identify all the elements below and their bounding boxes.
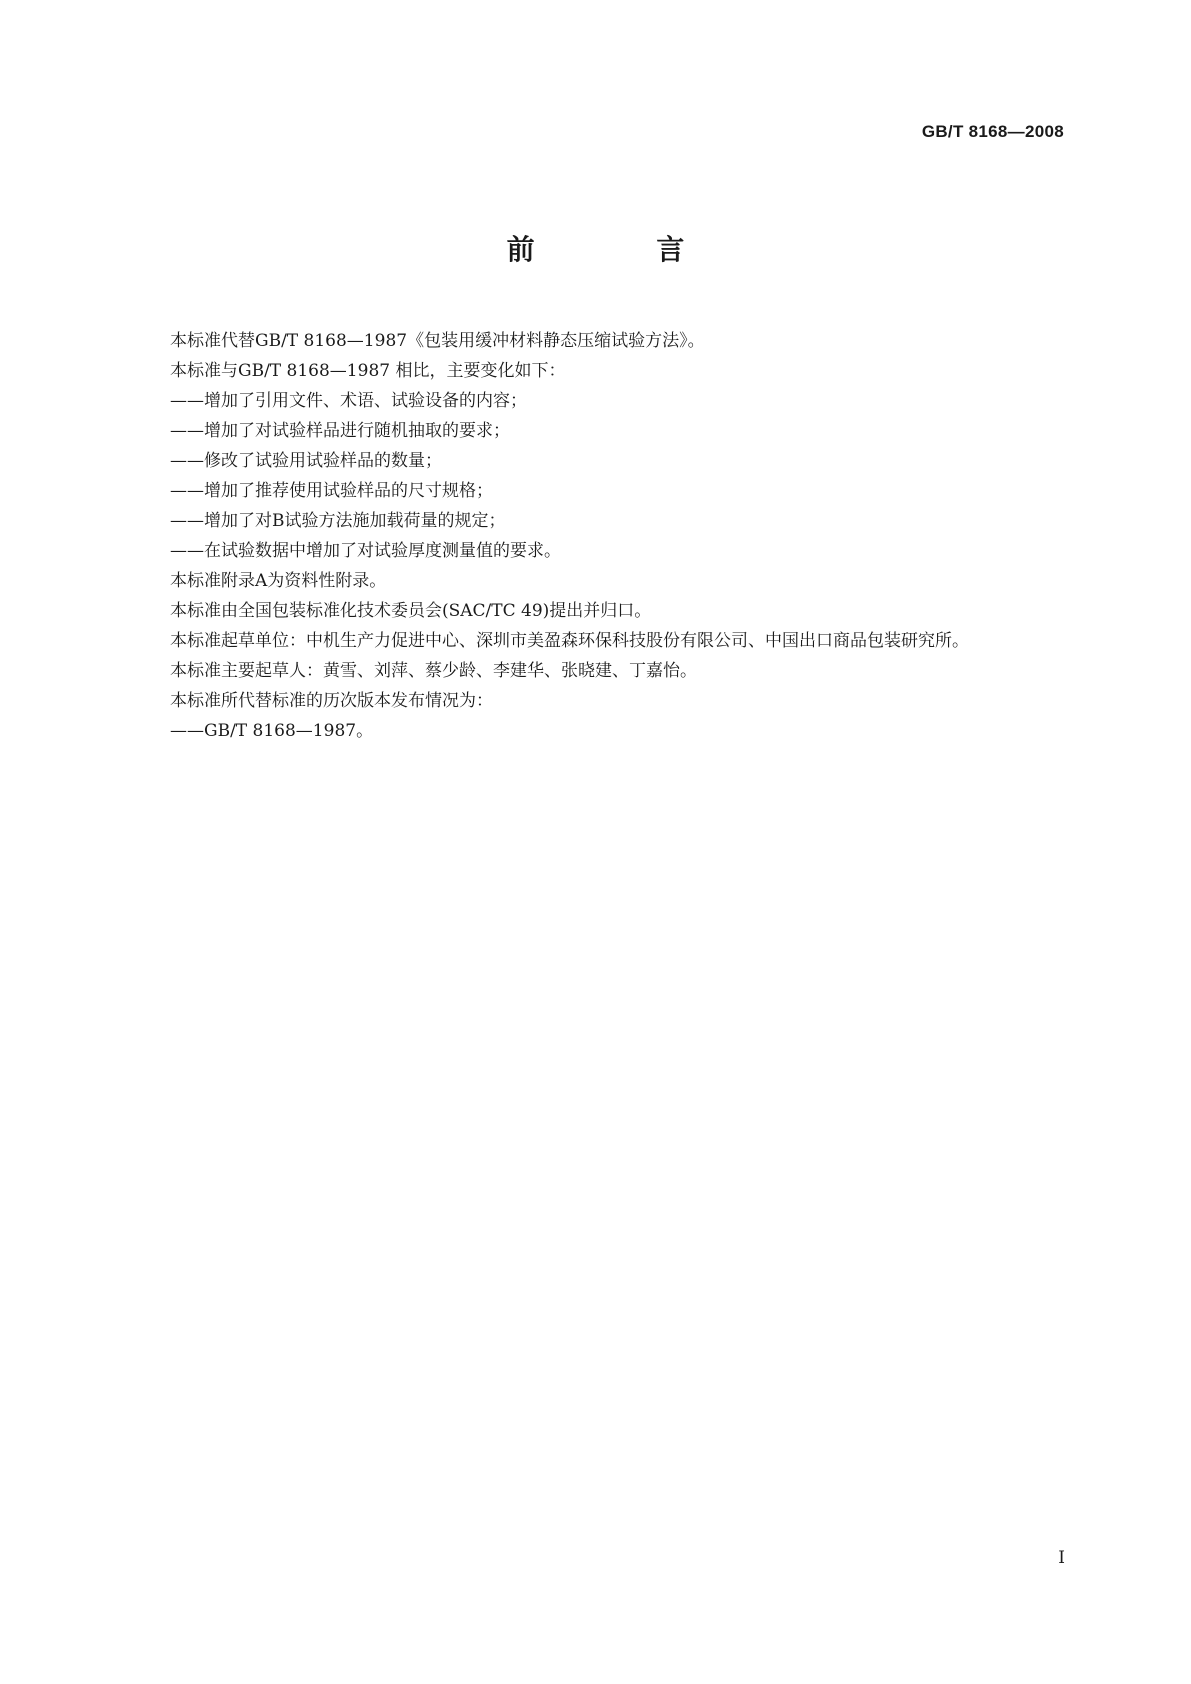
change-item: ——增加了引用文件、术语、试验设备的内容； — [170, 391, 527, 411]
history-item: ——GB/T 8168—1987。 — [170, 721, 374, 741]
foreword-body — [136, 326, 1068, 746]
standard-code-header: GB/T 8168—2008 — [921, 122, 1064, 141]
page-number: I — [1058, 1548, 1065, 1568]
paragraph-drafting-units: 本标准起草单位：中机生产力促进中心、深圳市美盈森环保科技股份有限公司、中国出口商品包装研究所。 — [170, 631, 969, 651]
paragraph-main-changes: 本标准与GB/T 8168—1987 相比，主要变化如下： — [170, 361, 566, 381]
paragraph-proposed-by: 本标准由全国包装标准化技术委员会(SAC/TC 49)提出并归口。 — [170, 601, 652, 621]
paragraph-drafters: 本标准主要起草人：黄雪、刘萍、蔡少龄、李建华、张晓建、丁嘉怡。 — [170, 661, 697, 681]
paragraph-replaces: 本标准代替GB/T 8168—1987《包装用缓冲材料静态压缩试验方法》。 — [170, 331, 705, 351]
change-item: ——增加了推荐使用试验样品的尺寸规格； — [170, 481, 493, 501]
page-title: 前 言 — [506, 233, 741, 266]
change-item: ——增加了对B试验方法施加载荷量的规定； — [170, 511, 506, 531]
paragraph-appendix: 本标准附录A为资料性附录。 — [170, 571, 387, 591]
change-item: ——修改了试验用试验样品的数量； — [170, 451, 442, 471]
change-item: ——在试验数据中增加了对试验厚度测量值的要求。 — [170, 541, 561, 561]
paragraph-history-intro: 本标准所代替标准的历次版本发布情况为： — [170, 691, 493, 711]
change-item: ——增加了对试验样品进行随机抽取的要求； — [170, 421, 510, 441]
